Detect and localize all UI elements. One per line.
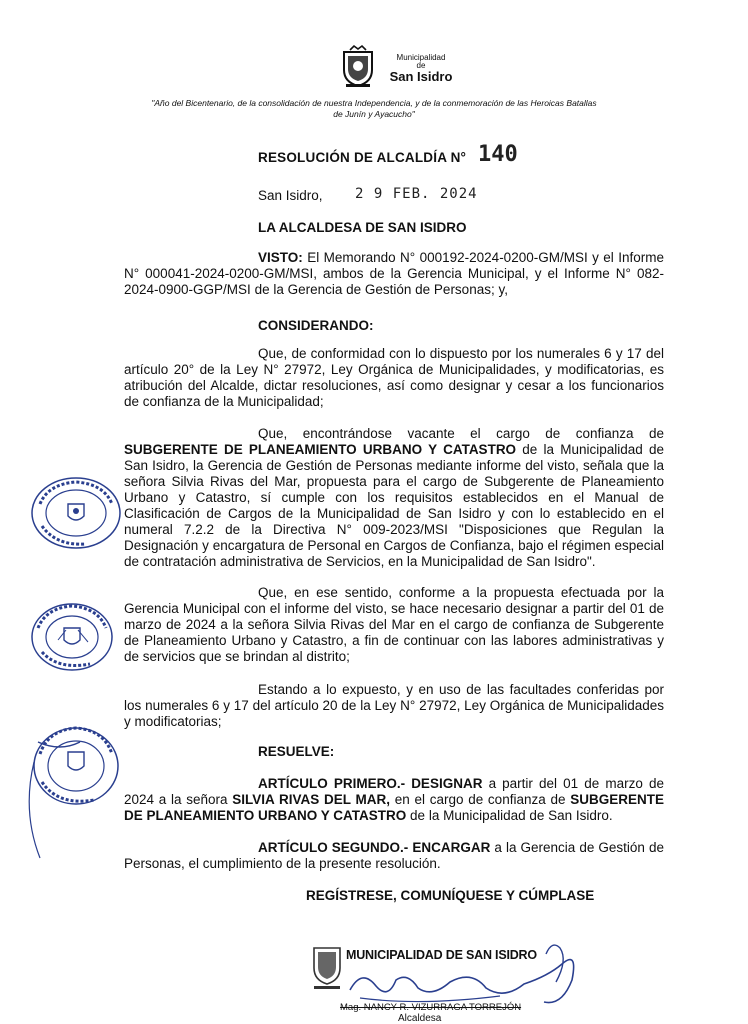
article-one-name: SILVIA RIVAS DEL MAR, bbox=[232, 792, 390, 807]
header-line1: Municipalidad bbox=[396, 53, 446, 62]
seal-gestion-personas-icon bbox=[20, 722, 124, 862]
municipality-crest-icon bbox=[340, 44, 376, 88]
resolution-title: RESOLUCIÓN DE ALCALDÍA N° bbox=[258, 150, 467, 165]
article-one-a: a partir del 01 de marzo de 2024 a la señora bbox=[124, 776, 664, 807]
header-institution bbox=[386, 54, 456, 84]
considerando-p1 bbox=[124, 346, 664, 410]
signature-institution: MUNICIPALIDAD DE SAN ISIDRO bbox=[346, 948, 537, 962]
article-one-role: SUBGERENTE DE PLANEAMIENTO URBANO Y CATASTRO bbox=[124, 792, 664, 823]
signer-role: Alcaldesa bbox=[398, 1013, 442, 1024]
seal-secretaria-general-icon bbox=[28, 474, 124, 552]
signer-name: Mag. NANCY R. VIZURRAGA TORREJÓN bbox=[340, 1002, 522, 1013]
issuer: LA ALCALDESA DE SAN ISIDRO bbox=[258, 220, 467, 235]
article-one-c: de la Municipalidad de San Isidro. bbox=[410, 808, 613, 823]
resolution-number: 140 bbox=[478, 142, 518, 167]
resolution-place: San Isidro, bbox=[258, 188, 323, 203]
visto-paragraph bbox=[124, 250, 664, 298]
considerando-heading: CONSIDERANDO: bbox=[258, 318, 374, 333]
resuelve-heading: RESUELVE: bbox=[258, 744, 335, 759]
header-line2: de bbox=[416, 61, 426, 70]
considerando-p4 bbox=[124, 682, 664, 730]
article-two-text: a la Gerencia de Gestión de Personas, el cumplimiento de la presente resolución. bbox=[124, 840, 664, 871]
considerando-p3-text: Que, en ese sentido, conforme a la propuesta efectuada por la Gerencia Municipal con el informe del visto, se hace necesario designar a partir del 01 de marzo de 2024 a la señora Silvia Rivas del Mar en el cargo de confianza de Subgerente de Planeamiento Urbano y Catastro, a fin de continuar con las labores administrativas y de servicios que se brindan al distrito; bbox=[124, 585, 664, 664]
header-name: San Isidro bbox=[389, 69, 453, 84]
seal-gerencia-municipal-icon bbox=[28, 600, 116, 674]
considerando-p2-b: de la Municipalidad de San Isidro, la Gerencia de Gestión de Personas mediante informe del visto, señala que la señora Silvia Rivas del Mar, propuesta para el cargo de Subgerente de Planeamiento Urbano y Catastro, sí cumple con los requisitos establecidos en el Manual de Clasificación de Cargos de la Municipalidad de San Isidro y con lo establecido en el numeral 7.2.2 de la Directiva N° 009-2023/MSI "Disposiciones que Regulan la Designación y encargatura de Personal en Cargos de Confianza, bajo el régimen especial de contratación administrativa de Servicios, en la Municipalidad de San Isidro". bbox=[124, 442, 665, 569]
motto: "Año del Bicentenario, de la consolidación de nuestra Independencia, y de la conmemoración de las Heroicas Batallas de Junín y Ayacucho" bbox=[151, 98, 597, 119]
resolution-date: 2 9 FEB. 2024 bbox=[355, 186, 478, 202]
considerando-p4-text: Estando a lo expuesto, y en uso de las facultades conferidas por los numerales 6 y 17 del artículo 20 de la Ley N° 27972, Ley Orgánica de Municipalidades y modificatorias; bbox=[124, 682, 664, 729]
considerando-p2-a: Que, encontrándose vacante el cargo de confianza de bbox=[258, 426, 664, 441]
stamp-crest-icon bbox=[314, 948, 340, 989]
visto-text: El Memorando N° 000192-2024-0200-GM/MSI y el Informe N° 000041-2024-0200-GM/MSI, ambos de la Gerencia Municipal, y el Informe N° 082-2024-0900-GGP/MSI de la Gerencia de Gestión de Personas; y, bbox=[124, 250, 664, 297]
considerando-p3 bbox=[124, 585, 664, 665]
article-one-label: ARTÍCULO PRIMERO.- DESIGNAR bbox=[258, 776, 483, 791]
article-two bbox=[124, 840, 664, 872]
considerando-p2-bold: SUBGERENTE DE PLANEAMIENTO URBANO Y CATASTRO bbox=[124, 442, 517, 457]
visto-label: VISTO: bbox=[258, 250, 303, 265]
considerando-p1-text: Que, de conformidad con lo dispuesto por los numerales 6 y 17 del artículo 20° de la Ley N° 27972, Ley Orgánica de Municipalidades, y modificatorias, es atribución del Alcalde, dictar resoluciones, así como designar y cesar a los funcionarios de confianza de la Municipalidad; bbox=[124, 346, 664, 409]
considerando-p2 bbox=[124, 426, 664, 570]
closing-formula: REGÍSTRESE, COMUNÍQUESE Y CÚMPLASE bbox=[306, 888, 595, 903]
article-two-label: ARTÍCULO SEGUNDO.- ENCARGAR bbox=[258, 840, 491, 855]
article-one bbox=[124, 776, 664, 824]
article-one-b: en el cargo de confianza de bbox=[394, 792, 566, 807]
